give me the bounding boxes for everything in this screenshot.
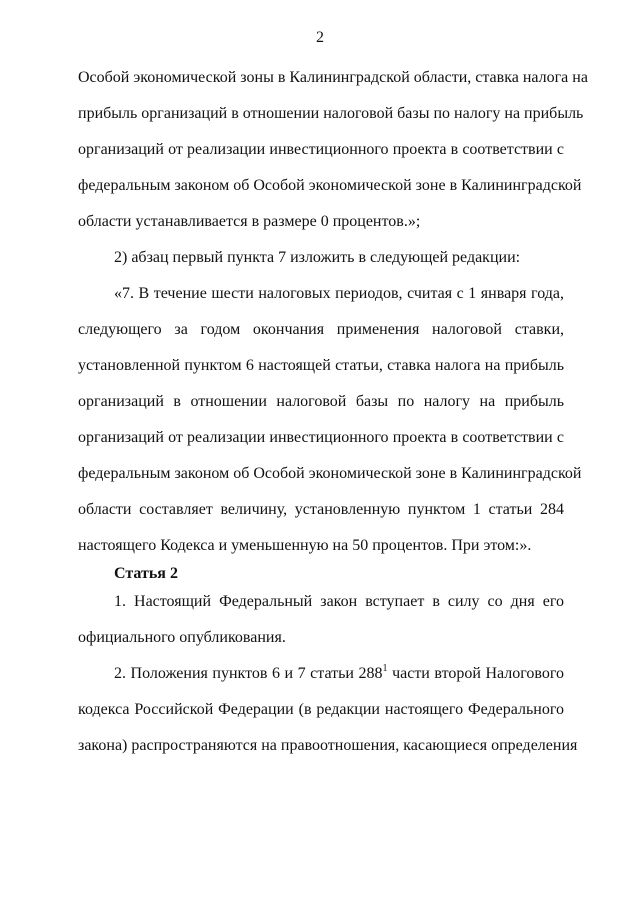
text-line-17-tail: части второй Налогового	[387, 665, 564, 682]
text-line-19: закона) распространяются на правоотношения, касающиеся определения	[78, 737, 578, 754]
text-line-13: области составляет величину, установленную пунктом 1 статьи 284	[78, 501, 564, 518]
text-line-17-main: 2. Положения пунктов 6 и 7 статьи 288	[114, 665, 383, 682]
text-line-6: 2) абзац первый пункта 7 изложить в следующей редакции:	[114, 249, 521, 266]
superscript-marker: 1	[382, 663, 388, 674]
text-line-2: прибыль организаций в отношении налоговой базы по налогу на прибыль	[78, 105, 584, 122]
text-line-12: федеральным законом об Особой экономической зоне в Калининградской	[78, 465, 582, 482]
text-line-17	[114, 664, 564, 684]
text-line-10: организаций в отношении налоговой базы по налогу на прибыль	[78, 393, 564, 410]
text-line-3: организаций от реализации инвестиционного проекта в соответствии с	[78, 141, 564, 158]
text-line-7: «7. В течение шести налоговых периодов, считая с 1 января года,	[114, 285, 564, 302]
text-line-14: настоящего Кодекса и уменьшенную на 50 процентов. При этом:».	[78, 537, 532, 554]
text-line-9: установленной пунктом 6 настоящей статьи, ставка налога на прибыль	[78, 357, 564, 374]
text-line-1: Особой экономической зоны в Калининградской области, ставка налога на	[78, 69, 588, 86]
page-number: 2	[316, 29, 324, 46]
text-line-11: организаций от реализации инвестиционного проекта в соответствии с	[78, 429, 564, 446]
text-line-18: кодекса Российской Федерации (в редакции настоящего Федерального	[78, 701, 564, 718]
text-line-16: официального опубликования.	[78, 629, 286, 646]
article-heading: Статья 2	[114, 565, 178, 582]
text-line-5: области устанавливается в размере 0 процентов.»;	[78, 213, 421, 230]
text-line-15: 1. Настоящий Федеральный закон вступает в силу со дня его	[114, 593, 564, 610]
text-line-4: федеральным законом об Особой экономической зоне в Калининградской	[78, 177, 582, 194]
text-line-8: следующего за годом окончания применения налоговой ставки,	[78, 321, 564, 338]
